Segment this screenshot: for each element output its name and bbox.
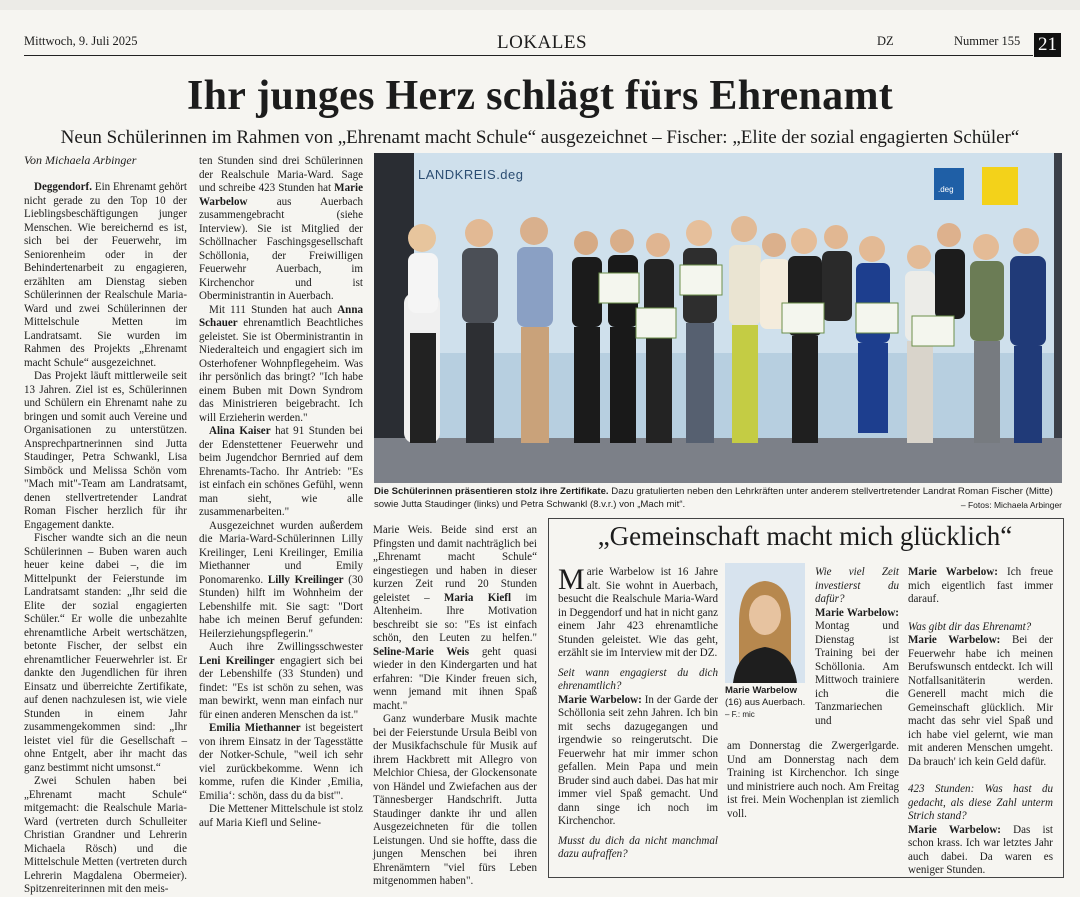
- article-column-2: [199, 155, 363, 830]
- author-byline: Von Michaela Arbinger: [24, 153, 137, 167]
- paragraph: Ganz wunderbare Musik machte bei der Feierstunde Ursula Beibl von der Musikfachschule für Musik auf ihrem Hackbrett mit Allegro von Melchior Chiesa, der Glockensonate von Händel und Zwiefachen aus der Tännesberger Handschrift. Jutta Staudinger dankte ihr und allen Ausgezeichneten für die tollen Leistungen. Und sie hoffte, dass die jungen Menschen bei ihren Ehrenämtern "viel fürs Leben mitgenommen haben".: [373, 713, 537, 887]
- interview-question: Seit wann engagierst du dich ehrenamtlich?: [558, 666, 718, 692]
- article-subheadline: Neun Schülerinnen im Rahmen von „Ehrenamt macht Schule“ ausgezeichnet – Fischer: „Elite der sozial engagierten Schüler“: [60, 127, 1020, 148]
- drop-cap: M: [558, 563, 585, 596]
- person-name: Maria Kiefl: [443, 591, 512, 604]
- section-title: LOKALES: [497, 32, 588, 53]
- person-name: Emilia Miethanner: [209, 722, 301, 734]
- photo-caption: [374, 486, 1062, 511]
- paragraph: Ein Ehrenamt gehört nicht gerade zu den Top 10 der Lieblingsbeschäftigungen junger Menschen. Wie bereichernd es ist, sich bei der Feuerwehr, im Seniorenheim oder in der Behindertenarbeit zu engagieren, erzählten am Dienstag sieben Schülerinnen der Realschule Maria-Ward und zwei Schülerinnen der Mittelschule Metten im Landratsamt. Sie wurden im Rahmen des Projekts „Ehrenamt macht Schule“ ausgezeichnet.: [24, 181, 187, 369]
- interview-intro: arie Warbelow ist 16 Jahre alt. Sie wohnt in Auerbach, besucht die Realschule Maria-Ward in Deggendorf und hat in nicht ganz einem Jahr 423 ehrenamtliche Stunden geleistet. Wie das geht, erzählt sie im Interview mit der DZ.: [558, 566, 718, 659]
- page-top-strip: [0, 0, 1080, 10]
- paragraph: ist begeistert von ihrem Einsatz in der Tagesstätte der Notker-Schule, "weil ich sehr viel zurückbekomme. Wenn ich komme, rufen die Kinder ‚Emilia, Emilia‘: schön, dass du da bist'".: [199, 722, 364, 802]
- article-column-3: [373, 524, 537, 889]
- interview-answer: Montag und Dienstag ist Training bei der Schöllonia. Am Mittwoch trainiere ich die Tanzmariechen und: [815, 620, 899, 727]
- paragraph: Die Mettener Mittelschule ist stolz auf Maria Kiefl und Seline-: [199, 803, 363, 829]
- portrait-credit: – F.: mic: [725, 710, 755, 719]
- interview-answer: Ich freue mich eigentlich fast immer darauf.: [908, 566, 1053, 605]
- interview-question: Musst du dich da nicht manchmal dazu aufraffen?: [558, 834, 718, 860]
- paragraph: im Altenheim. Ihre Motivation beschreibt sie so: "Es ist einfach schön, den Leuten zu helfen.": [373, 591, 537, 644]
- paragraph: engagiert sich bei der Lebenshilfe (33 Stunden) und findet: "Es ist schön zu sehen, was man bewirkt, wenn man einfach nur für einen anderen Menschen da ist.": [199, 654, 363, 721]
- group-photo-illustration: [374, 153, 1062, 483]
- person-name: Anna Schauer: [199, 303, 363, 329]
- interview-column-1: [558, 563, 718, 862]
- dateline: Deggendorf.: [34, 181, 92, 193]
- interview-column-3: [908, 566, 1053, 878]
- paragraph: Marie Weis. Beide sind erst an Pfingsten und damit nachträglich bei „Ehrenamt macht Schule“ eingestiegen und haben in dieser kurzen Zeit rund 20 Stunden geleistet –: [373, 524, 537, 604]
- speaker-label: Marie Warbelow:: [908, 823, 1001, 836]
- interview-question: Wie viel Zeit investierst du dafür?: [815, 566, 899, 605]
- person-name: Leni Kreilinger: [199, 654, 275, 667]
- paragraph: Mit 111 Stunden hat auch: [209, 303, 338, 316]
- paragraph: aus Auerbach zusammengebracht (siehe Interview). Sie ist Mitglied der Schöllnacher Faschingsgesellschaft Schöllonia, der Freiwilligen Feuerwehr Auerbach, im Kirchenchor und ist Oberministrantin in Auerbach.: [199, 195, 363, 302]
- paragraph: Das Projekt läuft mittlerweile seit 13 Jahren. Ziel ist es, Schülerinnen und Schülern ein Ehrenamt nahe zu bringen und somit auch Vereine und Organisationen zu unterstützen. Ansprechpartnerinnen sind Jutta Staudinger, Petra Schwankl, Lisa Simböck und Melissa Schön vom "Mach mit"-Team am Landratsamt, denen stellvertretender Landrat Roman Fischer herzlich für ihr Engagement dankte.: [24, 370, 187, 531]
- person-name: Alina Kaiser: [209, 425, 271, 437]
- article-column-1: [24, 181, 187, 897]
- paragraph: Zwei Schulen haben bei „Ehrenamt macht Schule“ mitgemacht: die Realschule Maria-Ward (vertreten durch Schulleiter Christian Grandner und Lehrerin Michaela Rösch) und die Mittelschule Metten (vertreten durch Lehrerin Magdalena Obermeier). Spitzenreiterinnen mit den meis-: [24, 775, 187, 895]
- photo-credit: – Fotos: Michaela Arbinger: [960, 499, 1062, 510]
- caption-lead: Die Schülerinnen präsentieren stolz ihre Zertifikate.: [374, 486, 609, 497]
- portrait-photo: [725, 563, 805, 683]
- person-name: Lilly Kreilinger: [267, 573, 344, 586]
- issue-number: Nummer 155: [954, 34, 1021, 48]
- paragraph: hat 91 Stunden bei der Edenstettener Feuerwehr und beim Jugendchor Bernried auf dem Ehrenamts-Tacho. Ihr Antrieb: "Es ist einfach ein schönes Gefühl, wenn man sieht, wie alle zusammenarbeiten.": [199, 425, 363, 518]
- paragraph: geht quasi wieder in den Kindergarten und hat erfahren: "Die Kinder freuen sich, wenn jemand mit ihnen Spaß macht.": [373, 645, 537, 712]
- issue-date: Mittwoch, 9. Juli 2025: [24, 34, 138, 48]
- paragraph: Fischer wandte sich an die neun Schülerinnen – Buben waren auch heuer keine dabei –, die im Mittelpunkt der Feierstunde im Landratsamt standen: „Ihr seid die Elite der sozial engagierten Schüler.“ Er wolle die unbezahlte ehrenamtliche Arbeit wertschätzen, betonte Fischer, der selbst ein ehrenamtlicher Feuerwehrler ist. Er dankte den Jugendlichen für ihren Einsatz und überreichte Zertifikate, auf denen nachzulesen ist, wie viele Stunden in einem Jahr zusammengekommen sind: „Ihr leistet viel für die Gesellschaft – ohne Entgelt, aber ihr macht das ganz bestimmt nicht umsonst.“: [24, 532, 187, 774]
- person-name: Marie Warbelow: [199, 182, 363, 208]
- speaker-label: Marie Warbelow:: [908, 634, 1001, 646]
- landkreis-logo: .deg: [938, 185, 954, 194]
- paragraph: ehrenamtlich Beachtliches geleistet. Sie ist Oberministrantin in Niederalteich und engagiert sich im Osterhofener Wohnpflegeheim. Was ihr persönlich das bringt? "Ich habe einem Buben mit Down Syndrom das Ministrieren beigebracht. Ich will Erzieherin werden.": [199, 317, 363, 424]
- speaker-label: Marie Warbelow:: [815, 606, 899, 619]
- group-photo: [374, 153, 1062, 483]
- page-number: 21: [1034, 33, 1061, 57]
- interview-answer: Das ist schon krass. Ich war letztes Jahr auch dabei. Da waren es weniger Stunden.: [908, 823, 1053, 876]
- portrait-name: Marie Warbelow: [725, 685, 797, 696]
- photo-banner-text: LANDKREIS.deg: [418, 167, 524, 182]
- interview-question: 423 Stunden: Was hast du gedacht, als diese Zahl unterm Strich stand?: [908, 783, 1053, 822]
- speaker-label: Marie Warbelow:: [908, 566, 998, 578]
- interview-column-2b: [727, 740, 899, 821]
- interview-answer: am Donnerstag die Zwergerlgarde. Und am Donnerstag nach dem Training ist Kirchenchor. Ich singe und ministriere auch noch. Am Freitag ist frei. Mein Wochenplan ist ziemlich voll.: [727, 740, 899, 820]
- interview-answer: Bei der Feuerwehr habe ich meinen Berufswunsch entdeckt. Ich will Notfallsanitäterin werden. Generell macht mich die Gemeinschaft glücklich. Mir macht das sehr viel Spaß und ich habe viel gelernt, wie man mit anderen Menschen umgeht. Da brauch' ich kein Geld dafür.: [908, 634, 1053, 768]
- interview-answer: In der Garde der Schöllonia seit zehn Jahren. Ich bin mit sechs dazugegangen und irgendwie so reingerutscht. Die Feuerwehr hat mir immer schon gefallen. Mein Papa und mein Bruder sind auch dabei. Das hat mir immer viel Spaß gemacht. Und dann singe ich noch im Kirchenchor.: [558, 693, 718, 827]
- interview-column-2a: [815, 566, 899, 728]
- portrait-caption: [725, 685, 807, 721]
- paragraph: ten Stunden sind drei Schülerinnen der Realschule Maria-Ward. Sage und schreibe 423 Stunden hat: [199, 155, 363, 194]
- speaker-label: Marie Warbelow:: [558, 693, 642, 706]
- paragraph: Auch ihre Zwillingsschwester: [209, 641, 363, 653]
- paragraph: Ausgezeichnet wurden außerdem die Maria-Ward-Schülerinnen Lilly Kreilinger, Leni Kreilinger, Emilia Miethanner und Emily Ponomarenko.: [199, 519, 363, 586]
- paragraph: (30 Stunden) hilft im Wohnheim der Lebenshilfe mit. Sie sagt: "Dort habe ich meinen Beruf gefunden: Heilerziehungspflegerin.": [199, 573, 363, 640]
- portrait-caption-text: (16) aus Auerbach.: [725, 697, 806, 708]
- article-headline: Ihr junges Herz schlägt fürs Ehrenamt: [186, 73, 894, 119]
- paper-abbr: DZ: [877, 34, 894, 48]
- interview-title: „Gemeinschaft macht mich glücklich“: [597, 521, 1013, 551]
- portrait-illustration: [725, 563, 805, 683]
- interview-question: Was gibt dir das Ehrenamt?: [908, 620, 1032, 633]
- caption-text: Dazu gratulierten neben den Lehrkräften unter anderem stellvertretender Landrat Roman Fischer (Mitte) sowie Jutta Staudinger (links) und Petra Schwankl (8.v.r.) von „Mach mit“.: [374, 486, 1053, 510]
- person-name: Seline-Marie Weis: [373, 645, 470, 658]
- header-rule: [24, 55, 1033, 56]
